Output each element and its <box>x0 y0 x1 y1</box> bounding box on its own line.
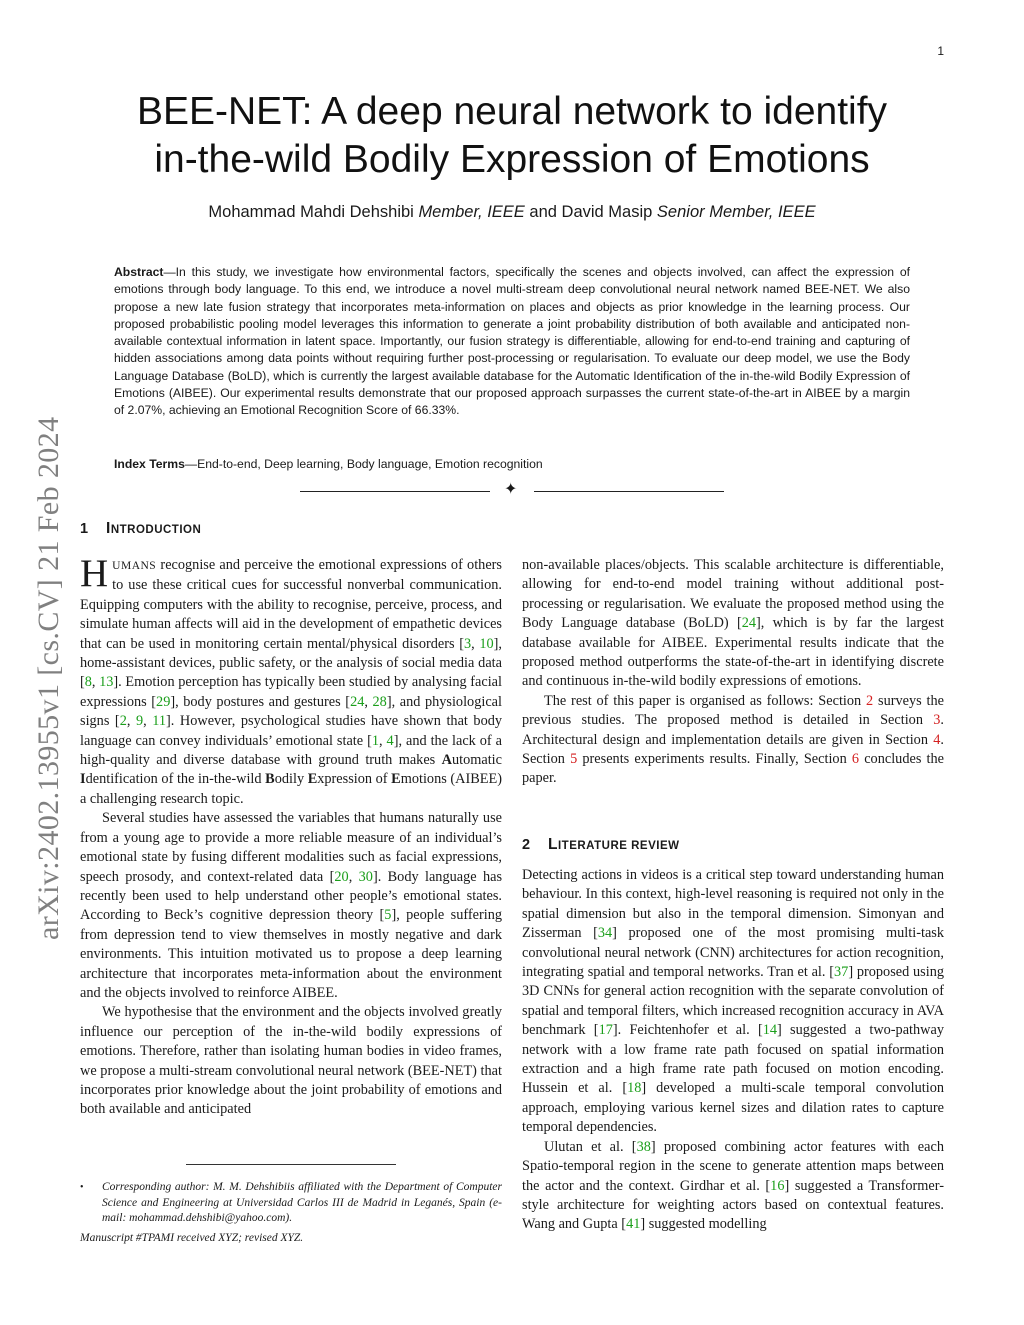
citation-link[interactable]: 10 <box>479 635 494 652</box>
intro-paragraph-5: The rest of this paper is organised as follows: Section 2 surveys the previous studies. The proposed method is detailed in Section 3. Architectural design and implementation details are given in Section 4. Section 5 presents experiments results. Finally, Section 6 concludes the paper. <box>522 692 945 787</box>
section-number: 1 <box>80 521 89 537</box>
index-terms-text: —End-to-end, Deep learning, Body language, Emotion recognition <box>184 457 543 471</box>
smallcaps-text: UMANS <box>112 560 157 572</box>
right-column-literature <box>522 866 944 1235</box>
section-title-rest: ITERATURE REVIEW <box>557 840 680 852</box>
footnote-rule <box>186 1164 396 1165</box>
intro-paragraph-4: non-available places/objects. This scalable architecture is differentiable, allowing for end-to-end model training without additional post-processing or regularisation. We evaluate the proposed method using the Body Language database (BoLD) [24], which is by far the largest database available for AIBEE. Experimental results indicate that the proposed method outperforms the state-of-the-art in identifying discrete and continuous in-the-wild bodily expressions of emotions. <box>522 557 944 690</box>
intro-paragraph-3: We hypothesise that the environment and the objects involved greatly influence our perception of the in-the-wild bodily expressions of emotions. Therefore, rather than isolating human bodies in video frames, we propose a multi-stream convolutional neural network (BEE-NET) that incorporates prior knowledge about the joint probability of emotions and both available and anticipated <box>80 1004 502 1118</box>
intro-paragraph-1: HUMANS recognise and perceive the emotional expressions of others to use these critical cues for successful nonverbal communication. Equipping computers with the ability to recognise, perceive, process, and simulate human affects will aid in the development of empathetic devices that can be used in monitoring certain mental/physical disorders [3, 10], home-assistant devices, public safety, or the analysis of social media data [8, 13]. Emotion perception has typically been studied by analysing facial expressions [29], body postures and gestures [24, 28], and physiological signs [2, 9, 11]. However, psychological studies have shown that body language can convey individuals’ emotional state [1, 4], and the lack of a high-quality and diverse database with ground truth makes Automatic Identification of the in-the-wild Bodily Expression of Emotions (AIBEE) a challenging research topic. <box>80 552 503 807</box>
citation-link[interactable]: 18 <box>627 1080 642 1097</box>
citation-link[interactable]: 14 <box>762 1022 777 1039</box>
left-column <box>80 552 503 1120</box>
citation-link[interactable]: 4 <box>386 732 394 749</box>
citation-link[interactable]: 37 <box>834 964 849 981</box>
footnote-text: Corresponding author: M. M. Dehshibiis affiliated with the Department of Computer Science and Engineering at Universidad Carlos III de Madrid in Leganés, Spain (e-mail: mohammad.dehshibi@yahoo.com). <box>102 1181 502 1225</box>
arxiv-identifier-stamp: arXiv:2402.13955v1 [cs.CV] 21 Feb 2024 <box>32 416 65 940</box>
bullet-icon: • <box>80 1182 84 1193</box>
literature-paragraph-2: Ulutan et al. [38] proposed combining actor features with each Spatio-temporal region in the scene to generate attention maps between the actor and the context. Girdhar et al. [16] suggested a Transformer-style architecture for weighting actors based on contextual features. Wang and Gupta [41] suggested modelling <box>522 1138 944 1233</box>
citation-link[interactable]: 29 <box>156 693 171 710</box>
section-title-initial: I <box>106 520 111 537</box>
intro-paragraph-2: Several studies have assessed the variables that humans naturally use from a young age to provide a more reliable measure of an individual’s emotional state by fusing different modalities such as facial expressions, speech prosody, and context-related data [20, 30]. Body language has recently been used to help understand other people’s emotional states. According to Beck’s cognitive depression theory [5], people suffering from depression tend to view themselves in mostly negative and dark environments. This intuition motivated us to propose a deep learning architecture that incorporates meta-information about the environment and the objects involved to reinforce AIBEE. <box>80 810 503 1001</box>
abstract-text: —In this study, we investigate how environmental factors, specifically the scenes and objects involved, can affect the expression of emotions through body language. To this end, we introduce a novel multi-stream deep convolutional neural network named BEE-NET. We also propose a new late fusion strategy that incorporates meta-information on places and objects as prior knowledge in the learning process. Our proposed probabilistic pooling model leverages this information to generate a joint probability distribution of both available and anticipated non-available contextual information in latent space. Importantly, our fusion strategy is differentiable, allowing for end-to-end training and capturing of hidden associations among data points without requiring further post-processing or regularisation. To evaluate our deep model, we use the Body Language Database (BoLD), which is currently the largest available database for the Automatic Identification of the in-the-wild Bodily Expression of Emotions (AIBEE). Our experimental results demonstrate that our proposed approach surpasses the current state-of-the-art in AIBEE by a margin of 2.07%, achieving an Emotional Recognition Score of 66.33%. <box>114 265 910 418</box>
manuscript-note: Manuscript #TPAMI received XYZ; revised XYZ. <box>80 1232 304 1244</box>
citation-link[interactable]: 28 <box>372 693 387 710</box>
citation-link[interactable]: 13 <box>99 674 114 691</box>
title-line-1: BEE-NET: A deep neural network to identify <box>136 90 888 133</box>
index-terms-label: Index Terms <box>114 457 185 471</box>
right-column-intro <box>522 556 944 789</box>
literature-paragraph-1: Detecting actions in videos is a critical step toward understanding human behaviour. In this context, high-level reasoning is required not only in the spatial dimension but also in the temporal dimension. Simonyan and Zisserman [34] proposed one of the most promising multi-task convolutional neural network (CNN) architectures for action recognition, integrating spatial and temporal networks. Tran et al. [37] proposed using 3D CNNs for general action recognition with the separate convolution of spatial and temporal filters, which increased recognition accuracy in AVA benchmark [17]. Feichtenhofer et al. [14] suggested a two-pathway network with a low frame rate path focused on spatial information extraction and a high frame rate path focused on motion encoding. Hussein et al. [18] developed a multi-scale temporal convolution approach, employing various kernel sizes and dilation rates to capture temporal dependencies. <box>522 867 944 1136</box>
citation-link[interactable]: 16 <box>770 1177 785 1194</box>
citation-link[interactable]: 11 <box>152 713 167 730</box>
citation-link[interactable]: 2 <box>119 713 127 730</box>
section-reference-link[interactable]: 2 <box>866 692 874 709</box>
section-heading-introduction <box>80 520 201 538</box>
section-title-initial: L <box>548 836 558 853</box>
section-title-rest: NTRODUCTION <box>110 524 202 536</box>
title-line-2: in-the-wild Bodily Expression of Emotions <box>154 138 870 181</box>
citation-link[interactable]: 9 <box>135 713 144 730</box>
index-terms <box>114 456 910 473</box>
section-reference-link[interactable]: 4 <box>933 731 941 748</box>
author-1-role: Member, IEEE <box>418 203 525 221</box>
section-heading-literature-review <box>522 836 679 854</box>
divider-line-right <box>534 491 724 492</box>
citation-link[interactable]: 5 <box>384 907 392 924</box>
section-reference-link[interactable]: 5 <box>570 751 578 768</box>
citation-link[interactable]: 38 <box>636 1138 651 1155</box>
section-number: 2 <box>522 837 531 853</box>
citation-link[interactable]: 24 <box>350 693 365 710</box>
citation-link[interactable]: 41 <box>626 1216 641 1233</box>
author-2-role: Senior Member, IEEE <box>656 203 816 221</box>
divider-line-left <box>300 491 490 492</box>
author-line <box>80 203 944 222</box>
citation-link[interactable]: 3 <box>463 635 472 652</box>
citation-link[interactable]: 30 <box>358 868 373 885</box>
citation-link[interactable]: 17 <box>598 1022 613 1039</box>
section-reference-link[interactable]: 6 <box>851 751 860 768</box>
author-2: David Masip <box>561 203 653 221</box>
citation-link[interactable]: 8 <box>84 674 92 691</box>
divider-star-icon: ✦ <box>504 481 518 498</box>
citation-link[interactable]: 34 <box>597 925 613 942</box>
citation-link[interactable]: 1 <box>371 732 379 749</box>
author-1: Mohammad Mahdi Dehshibi <box>208 203 414 221</box>
citation-link[interactable]: 24 <box>741 615 757 632</box>
section-divider <box>300 482 724 502</box>
abstract-label: Abstract <box>114 265 164 279</box>
author-conjunction: and <box>529 203 557 221</box>
footnote <box>80 1180 502 1227</box>
abstract <box>114 264 910 420</box>
citation-link[interactable]: 20 <box>334 868 349 885</box>
section-reference-link[interactable]: 3 <box>933 712 941 729</box>
drop-cap: H <box>80 552 109 595</box>
paper-title <box>80 88 944 184</box>
page-number: 1 <box>937 44 944 58</box>
